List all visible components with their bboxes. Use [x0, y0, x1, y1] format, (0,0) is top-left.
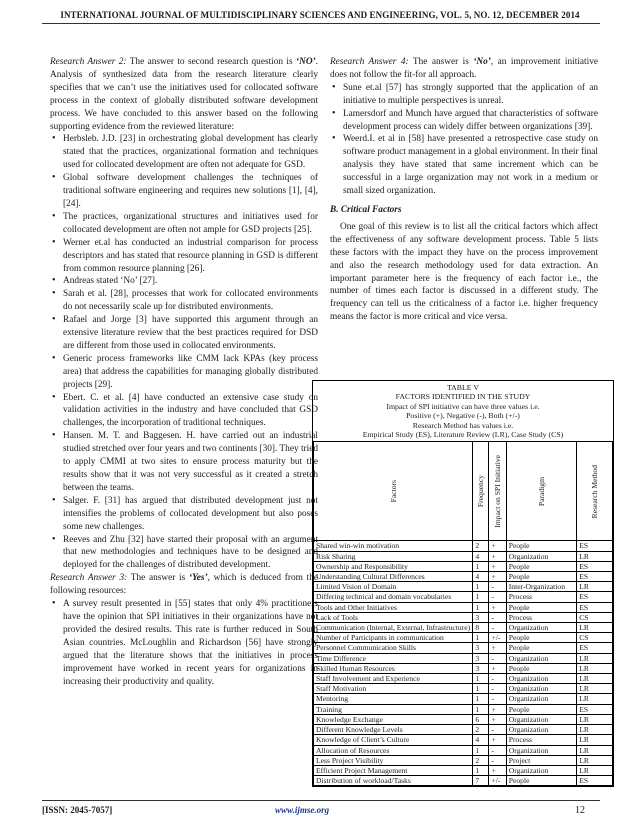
table-cell: 1 — [473, 674, 489, 684]
table-cell: Knowledge Exchange — [314, 714, 473, 724]
table-cell: ES — [577, 572, 613, 582]
table-row — [314, 623, 613, 633]
ra3-label: Research Answer 3: — [50, 573, 128, 584]
table-cell: 4 — [473, 551, 489, 561]
table-cell: + — [489, 602, 506, 612]
section-heading: B. Critical Factors — [330, 204, 402, 215]
bullet-item: • Rafael and Jorge [3] have supported this argument through an extensive literature review that the best practices required for DSD are different from those used in collocated environments. — [63, 314, 318, 353]
table-header-row — [314, 442, 613, 541]
bullet-item: • Weerd.I. et al in [58] have presented a retrospective case study on software product management in a global environment. In their final analysis they have stated that same increment which can be successful in a large organization may not work in a medium or small sized organization. — [343, 133, 598, 198]
bullet-item: • Sune et.al [57] has strongly supported that the application of an initiative to multiple perspectives is unreal. — [343, 82, 598, 108]
table-row — [314, 643, 613, 653]
table-cell: Staff Motivation — [314, 684, 473, 694]
table-cell: Process — [506, 735, 576, 745]
footer-website-link[interactable]: www.ijmse.org — [275, 805, 330, 815]
table-cell: Less Project Visibility — [314, 755, 473, 765]
table-cell: ES — [577, 643, 613, 653]
table-row — [314, 582, 613, 592]
table-cell: - — [489, 745, 506, 755]
column-header — [314, 442, 473, 541]
table-cell: People — [506, 643, 576, 653]
table-cell: 6 — [473, 714, 489, 724]
page-number: 12 — [575, 805, 585, 816]
bullet-item: • Hansen. M. T. and Baggesen. H. have carried out an industrial studied stretched over four years and two continents [30]. They tried to apply CMMI at two sites to ensure process maturity but the results show that it was not very successful as it created a stretch between the teams. — [63, 430, 318, 495]
left-column — [50, 56, 318, 688]
table-cell: 8 — [473, 623, 489, 633]
column-header — [506, 442, 576, 541]
table-cell: People — [506, 572, 576, 582]
table-cell: Ownership and Responsibility — [314, 561, 473, 571]
right-column — [330, 56, 598, 324]
table-cell: 1 — [473, 582, 489, 592]
table-cell: CS — [577, 612, 613, 622]
section-paragraph: One goal of this review is to list all the critical factors which affect the effectiveness of any software development process. Table 5 lists these factors with the impact they have on the process improvement and also the research methodology used for data extraction. An important parameter here is the frequency of each factor i.e., the number of times each factor is discussed in a different study. The frequency can tell us the criticalness of a factor i.e. higher frequency means the factor is more critical and vice versa. — [330, 221, 598, 323]
ra2-text-b: . Analysis of synthesized data from the research literature clearly specifies that we can’t use the initiatives used for collocated software process in the context of globally distributed software development process. We have concluded to this answer based on the following supporting evidence from the reviewed literature: — [50, 57, 318, 132]
table-caption-lines — [313, 402, 613, 440]
table-cell: - — [489, 674, 506, 684]
table-cell: 1 — [473, 602, 489, 612]
table-cell: + — [489, 541, 506, 551]
column-header-label: Impact on SPI Initiative — [493, 455, 503, 528]
table-cell: - — [489, 592, 506, 602]
table-cell: Process — [506, 612, 576, 622]
table-cell: 2 — [473, 725, 489, 735]
table-cell: People — [506, 561, 576, 571]
column-header-label: Factors — [388, 480, 398, 503]
table-cell: Mentoring — [314, 694, 473, 704]
factors-table — [312, 380, 614, 787]
table-row — [314, 653, 613, 663]
resource-list — [50, 598, 318, 688]
table-row — [314, 755, 613, 765]
table-row — [314, 602, 613, 612]
table-cell: Allocation of Resources — [314, 745, 473, 755]
table-cell: LR — [577, 765, 613, 775]
table-cell: LR — [577, 551, 613, 561]
table-cell: + — [489, 561, 506, 571]
ra4-text-b: , an improvement initiative does not follow the fit-for all approach. — [330, 57, 598, 80]
footer-issn: [ISSN: 2045-7057] — [42, 805, 113, 815]
table-cell: Organization — [506, 551, 576, 561]
table-cell: People — [506, 541, 576, 551]
table-row — [314, 663, 613, 673]
table-row — [314, 694, 613, 704]
table-row — [314, 745, 613, 755]
table-cell: Organization — [506, 745, 576, 755]
footer-rule — [42, 800, 600, 801]
table-row — [314, 776, 613, 786]
table-cell: ES — [577, 561, 613, 571]
table-cell: 1 — [473, 704, 489, 714]
table-cell: 1 — [473, 694, 489, 704]
table-cell: 1 — [473, 592, 489, 602]
table-row — [314, 612, 613, 622]
table-cell: Number of Participants in communication — [314, 633, 473, 643]
table-cell: + — [489, 663, 506, 673]
table-subtitle: FACTORS IDENTIFIED IN THE STUDY — [395, 392, 531, 402]
column-header — [473, 442, 489, 541]
table-cell: LR — [577, 653, 613, 663]
column-header — [577, 442, 613, 541]
table-cell: People — [506, 663, 576, 673]
table-cell: LR — [577, 684, 613, 694]
table-cell: 4 — [473, 735, 489, 745]
table-cell: +/- — [489, 776, 506, 786]
table-row — [314, 714, 613, 724]
table-cell: People — [506, 704, 576, 714]
table-row — [314, 765, 613, 775]
table-cell: + — [489, 765, 506, 775]
bullet-item: • Reeves and Zhu [32] have started their proposal with an argument that new methodologies and techniques have to be designed and deployed for the challenges of distributed development. — [63, 534, 318, 573]
table-cell: ES — [577, 602, 613, 612]
table-cell: Understanding Cultural Differences — [314, 572, 473, 582]
table-cell: Organization — [506, 674, 576, 684]
ra3-text-b: , which is deduced from the following resources: — [50, 573, 318, 597]
table-row — [314, 592, 613, 602]
column-header — [489, 442, 506, 541]
table-cell: Organization — [506, 714, 576, 724]
ra4-text-a: The answer is — [408, 57, 474, 67]
table-row — [314, 541, 613, 551]
table-cell: + — [489, 551, 506, 561]
table-cell: Organization — [506, 694, 576, 704]
table-cell: 3 — [473, 653, 489, 663]
table-cell: Training — [314, 704, 473, 714]
table-cell: LR — [577, 623, 613, 633]
table-cell: LR — [577, 714, 613, 724]
table-cell: 2 — [473, 755, 489, 765]
table-cell: - — [489, 725, 506, 735]
ra3-yes: ‘Yes’ — [189, 573, 208, 584]
table-cell: Lack of Tools — [314, 612, 473, 622]
ra2-label: Research Answer 2: — [50, 57, 127, 67]
table-cell: - — [489, 755, 506, 765]
table-cell: Efficient Project Management — [314, 765, 473, 775]
table-cell: +/- — [489, 633, 506, 643]
ra4-no: ‘No’ — [473, 57, 491, 67]
table-cell: ES — [577, 704, 613, 714]
bullet-item: • Andreas stated ‘No’ [27]. — [63, 275, 318, 288]
table-cell: Limited Vision of Domain — [314, 582, 473, 592]
table-cell: Skilled Human Resources — [314, 663, 473, 673]
ra4-label: Research Answer 4: — [330, 57, 409, 67]
table-cell: LR — [577, 755, 613, 765]
header-rule — [42, 23, 600, 24]
table-row — [314, 674, 613, 684]
table-cell: 1 — [473, 745, 489, 755]
table-cell: Inter-Organization — [506, 582, 576, 592]
table-row — [314, 725, 613, 735]
caption-line: Positive (+), Negative (-), Both (+/-) — [406, 411, 520, 421]
journal-header: INTERNATIONAL JOURNAL OF MULTIDISCIPLINARY SCIENCES AND ENGINEERING, VOL. 5, NO. 12, DECEMBER 2014 — [60, 10, 580, 20]
table-cell: Shared win-win motivation — [314, 541, 473, 551]
table-cell: LR — [577, 745, 613, 755]
table-cell: LR — [577, 663, 613, 673]
bullet-item: • Global software development challenges the techniques of traditional software engineering and requires new solutions [1], [4], [24]. — [63, 172, 318, 211]
research-answer-4 — [330, 56, 598, 82]
bullet-item: • Herbsleb. J.D. [23] in orchestrating global development has clearly stated that the practices, organizational formation and techniques used for collocated development are often not adequate for GSD. — [63, 133, 318, 172]
column-header-label: Paradigm — [536, 476, 546, 506]
caption-line: Research Method has values i.e. — [412, 420, 514, 430]
table-cell: LR — [577, 582, 613, 592]
caption-line: Empirical Study (ES), Literature Review (LR), Case Study (CS) — [362, 430, 564, 440]
factors-grid — [313, 441, 613, 786]
table-cell: People — [506, 776, 576, 786]
table-cell: Organization — [506, 623, 576, 633]
bullet-item: • The practices, organizational structures and initiatives used for collocated development are often not ample for GSD projects [25]. — [63, 211, 318, 237]
table-cell: ES — [577, 541, 613, 551]
table-row — [314, 735, 613, 745]
table-row — [314, 633, 613, 643]
table-cell: Process — [506, 592, 576, 602]
table-cell: 1 — [473, 561, 489, 571]
ra4-evidence-list — [330, 82, 598, 198]
evidence-list — [50, 133, 318, 572]
table-cell: Communication (Internal, External, Infrastructure) — [314, 623, 473, 633]
table-cell: People — [506, 602, 576, 612]
bullet-item: • Generic process frameworks like CMM lack KPAs (key process area) that address the capabilities for managing globally distributed projects [29]. — [63, 353, 318, 392]
table-caption — [313, 381, 613, 441]
table-cell: Project — [506, 755, 576, 765]
table-cell: - — [489, 653, 506, 663]
table-cell: LR — [577, 735, 613, 745]
table-row — [314, 551, 613, 561]
table-cell: Organization — [506, 684, 576, 694]
table-cell: 3 — [473, 663, 489, 673]
table-row — [314, 561, 613, 571]
ra3-text-a: The answer is — [127, 573, 189, 584]
table-row — [314, 572, 613, 582]
caption-line: Impact of SPI initiative can have three values i.e. — [386, 401, 540, 411]
table-cell: Organization — [506, 765, 576, 775]
table-body — [314, 541, 613, 786]
table-cell: - — [489, 582, 506, 592]
table-cell: LR — [577, 694, 613, 704]
table-cell: - — [489, 684, 506, 694]
bullet-item: • Sarah et al. [28], processes that work for collocated environments do not necessarily scale up for distributed environments. — [63, 288, 318, 314]
ra2-no: ‘NO’ — [296, 57, 316, 67]
table-cell: Organization — [506, 653, 576, 663]
table-cell: 4 — [473, 572, 489, 582]
table-cell: CS — [577, 633, 613, 643]
bullet-item: • Salger. F. [31] has argued that distributed development just not intensifies the problems of collocated development but also poses some new challenges. — [63, 495, 318, 534]
table-cell: - — [489, 612, 506, 622]
table-cell: Risk Sharing — [314, 551, 473, 561]
table-cell: 1 — [473, 633, 489, 643]
bullet-item: • Werner et.al has conducted an industrial comparison for process descriptors and has stated that resource planning in GSD is different from common resource planning [26]. — [63, 237, 318, 276]
bullet-item: • A survey result presented in [55] states that only 4% practitioners have the opinion that SPI initiatives in their organizations have not provided the desired results. This rate is further reduced in South Asian countries. McLoughlin and Richardson [56] have strongly argued that the literature shows that the initiatives in process improvement have worked in recent years for organizations in increasing their productivity and quality. — [63, 598, 318, 688]
table-cell: Different Knowledge Levels — [314, 725, 473, 735]
table-row — [314, 684, 613, 694]
table-cell: 7 — [473, 776, 489, 786]
table-cell: Distribution of workload/Tasks — [314, 776, 473, 786]
research-answer-2 — [50, 56, 318, 133]
table-cell: ES — [577, 592, 613, 602]
table-title: TABLE V — [447, 383, 479, 392]
table-cell: Staff Involvement and Experience — [314, 674, 473, 684]
table-cell: + — [489, 572, 506, 582]
table-cell: 1 — [473, 765, 489, 775]
table-cell: Knowledge of Client’s Culture — [314, 735, 473, 745]
table-cell: Tools and Other Initiatives — [314, 602, 473, 612]
table-cell: 1 — [473, 684, 489, 694]
table-cell: + — [489, 714, 506, 724]
table-cell: Personnel Communication Skills — [314, 643, 473, 653]
table-cell: Time Difference — [314, 653, 473, 663]
table-cell: People — [506, 633, 576, 643]
table-row — [314, 704, 613, 714]
bullet-item: • Lamersdorf and Munch have argued that characteristics of software development process can widely differ between organizations [39]. — [343, 108, 598, 134]
research-answer-3 — [50, 572, 318, 598]
table-cell: LR — [577, 725, 613, 735]
table-cell: + — [489, 735, 506, 745]
table-cell: + — [489, 643, 506, 653]
column-header-label: Frequency — [476, 475, 486, 508]
table-cell: - — [489, 694, 506, 704]
column-header-label: Research Method — [590, 464, 600, 519]
table-cell: - — [489, 623, 506, 633]
table-cell: + — [489, 704, 506, 714]
table-cell: Organization — [506, 725, 576, 735]
table-cell: Differing technical and domain vocabularies — [314, 592, 473, 602]
bullet-item: • Ebert. C. et al. [4] have conducted an extensive case study on validation activities in the industry and have concluded that GSD challenges, the incorporation of traditional techniques. — [63, 392, 318, 431]
table-cell: LR — [577, 674, 613, 684]
table-cell: ES — [577, 776, 613, 786]
table-cell: 2 — [473, 541, 489, 551]
table-cell: 3 — [473, 612, 489, 622]
ra2-text-a: The answer to second research question is — [126, 57, 297, 67]
table-cell: 3 — [473, 643, 489, 653]
